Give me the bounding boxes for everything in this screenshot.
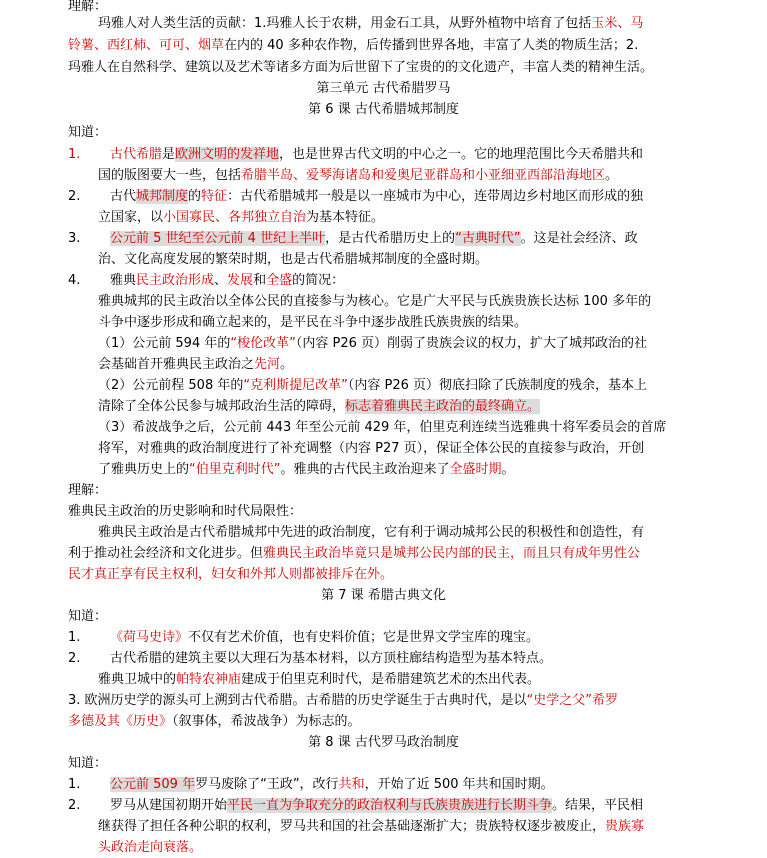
list-item: 3. 公元前 5 世纪至公元前 4 世纪上半叶，是古代希腊历史上的“古典时代”。这是社会经济、政 [68,231,638,246]
list-item: 3. 欧洲历史学的源头可上溯到古代希腊。古希腊的历史学诞生于古典时代，是以“史学之父”希罗 [68,693,619,708]
lesson-title: 第 8 课 古代罗马政治制度 [308,735,459,750]
section-heading: 理解： [68,483,108,498]
paragraph: 斗争中逐步形成和确立起来的，是平民在斗争中逐步战胜氏族贵族的结果。 [98,315,528,330]
list-item: 4. 雅典民主政治形成、发展和全盛的简况： [68,273,345,288]
paragraph: 雅典城邦的民主政治以全体公民的直接参与为核心。它是广大平民与氏族贵族长达标 100 多年的 [98,294,652,309]
paragraph: 玛雅人在自然科学、建筑以及艺术等诸多方面为后世留下了宝贵的的文化遗产，丰富人类的精神生活。 [68,60,654,75]
paragraph: 将军，对雅典的政治制度进行了补充调整（内容 P27 页），保证全体公民的直接参与政治，开创 [98,441,645,456]
paragraph: 民才真正享有民主权利，妇女和外邦人则都被排斥在外。 [68,567,394,582]
unit-title: 第三单元 古代希腊罗马 [316,81,451,96]
section-heading: 知道： [68,125,108,140]
list-item-cont: 治、文化高度发展的繁荣时期，也是古代希腊城邦制度的全盛时期。 [98,252,489,267]
list-item-cont: 多德及其《历史》（叙事体，希波战争）为标志的。 [68,714,361,729]
paragraph: 雅典民主政治的历史影响和时代局限性： [68,504,303,519]
list-item: 2. 古代希腊的建筑主要以大理石为基本材料，以方顶柱廊结构造型为基本特点。 [68,651,553,666]
list-item: 1. 公元前 509 年罗马废除了“王政”，改行共和，开始了近 500 年共和国时期。 [68,777,554,792]
lesson-title: 第 6 课 古代希腊城邦制度 [308,102,459,117]
list-item-cont: 继获得了担任各种公职的权利，罗马共和国的社会基础逐渐扩大；贵族特权逐步被废止，贵族寡 [98,819,645,834]
list-item-cont: 头政治走向衰落。 [98,840,203,855]
list-item: 1. 古代希腊是欧洲文明的发祥地，也是世界古代文明的中心之一。它的地理范围比今天希腊共和 [68,147,644,162]
section-heading: 知道： [68,756,108,771]
list-item: 2. 古代城邦制度的特征：古代希腊城邦一般是以一座城市为中心，连带周边乡村地区而形成的独 [68,189,644,204]
paragraph: 玛雅人对人类生活的贡献：1.玛雅人长于农耕，用金石工具，从野外植物中培育了包括玉米、马 [98,16,644,31]
paragraph: 雅典民主政治是古代希腊城邦中先进的政治制度，它有利于调动城邦公民的积极性和创造性，有 [98,525,645,540]
paragraph: 了雅典历史上的“伯里克利时代”。雅典的古代民主政治迎来了全盛时期。 [98,462,515,477]
paragraph: 铃薯、西红柿、可可、烟草在内的 40 多种农作物，后传播到世界各地，丰富了人类的物质生活；2. [68,38,639,53]
lesson-title: 第 7 课 希腊古典文化 [321,588,446,603]
paragraph: （3）希波战争之后，公元前 443 年至公元前 429 年，伯里克利连续当选雅典十将军委员会的首席 [98,420,667,435]
section-heading: 知道： [68,609,108,624]
list-item-cont: 立国家，以小国寡民、各邦独立自治为基本特征。 [98,210,385,225]
paragraph: 清除了全体公民参与城邦政治生活的障碍，标志着雅典民主政治的最终确立。 [98,399,541,414]
paragraph: （1）公元前 594 年的“梭伦改革”（内容 P26 页）削弱了贵族会议的权力，扩大了城邦政治的社 [98,336,647,351]
list-item: 2. 罗马从建国初期开始平民一直为争取充分的政治权利与氏族贵族进行长期斗争。结果，平民相 [68,798,644,813]
paragraph: 会基础首开雅典民主政治之先河。 [98,357,294,372]
list-item: 1. 《荷马史诗》不仅有艺术价值，也有史料价值；它是世界文学宝库的瑰宝。 [68,630,540,645]
section-heading: 理解： [68,0,108,14]
paragraph: 利于推动社会经济和文化进步。但雅典民主政治毕竟只是城邦公民内部的民主，而且只有成年男性公 [68,546,641,561]
list-item-cont: 国的版图要大一些，包括希腊半岛、爱琴海诸岛和爱奥尼亚群岛和小亚细亚西部沿海地区。 [98,168,619,183]
paragraph: （2）公元前程 508 年的“克利斯提尼改革”（内容 P26 页）彻底扫除了氏族制度的残余，基本上 [98,378,647,393]
list-item-cont: 雅典卫城中的帕特农神庙建成于伯里克利时代，是希腊建筑艺术的杰出代表。 [98,672,541,687]
